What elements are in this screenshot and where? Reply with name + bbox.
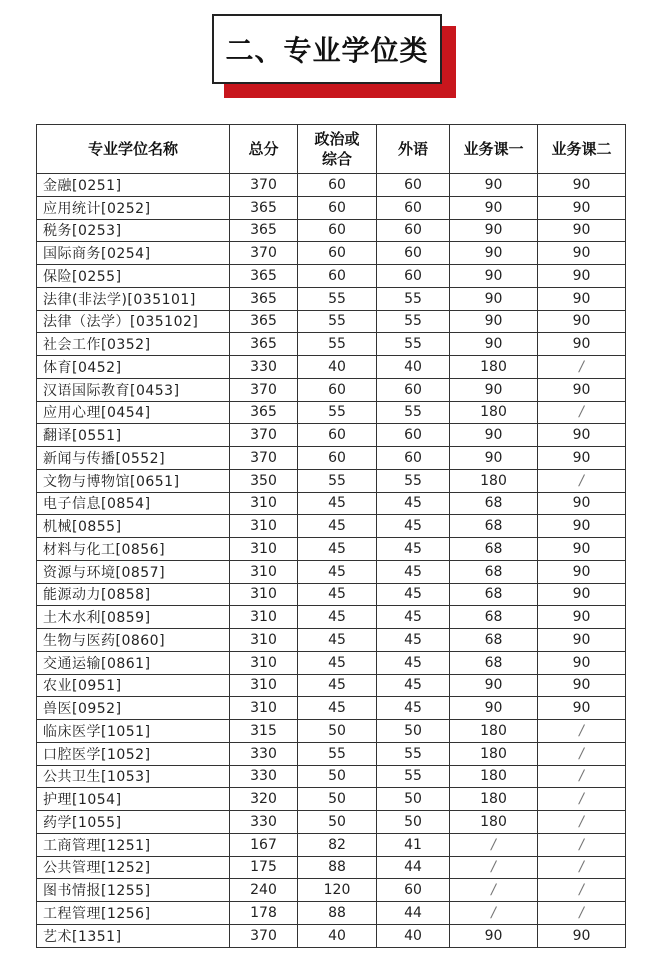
cell-politics: 40 [298,356,377,379]
cell-total: 365 [230,401,298,424]
cell-subject-1: 90 [450,287,538,310]
cell-subject-1: / [450,833,538,856]
cell-subject-1: / [450,856,538,879]
cell-subject-1: 180 [450,720,538,743]
table-row [37,174,626,197]
cell-subject-2: 90 [538,174,626,197]
cell-subject-2: 90 [538,492,626,515]
table-row [37,447,626,470]
cell-name: 机械[0855] [37,515,230,538]
cell-language: 50 [377,811,450,834]
cell-subject-1: 68 [450,651,538,674]
cell-subject-1: 90 [450,697,538,720]
cell-name: 土木水利[0859] [37,606,230,629]
cell-subject-1: 90 [450,333,538,356]
cell-total: 365 [230,196,298,219]
title-block [212,14,456,100]
table-row [37,902,626,925]
table-row [37,424,626,447]
cell-language: 45 [377,651,450,674]
table-row [37,811,626,834]
cell-subject-2: 90 [538,924,626,947]
cell-language: 45 [377,606,450,629]
cell-politics: 60 [298,174,377,197]
header-politics: 政治或 综合 [298,125,377,174]
cell-language: 45 [377,515,450,538]
cell-subject-1: 90 [450,424,538,447]
cell-politics: 60 [298,447,377,470]
cell-language: 55 [377,333,450,356]
cell-politics: 120 [298,879,377,902]
cell-name: 工程管理[1256] [37,902,230,925]
header-total: 总分 [230,125,298,174]
cell-subject-2: / [538,879,626,902]
cell-politics: 88 [298,856,377,879]
cell-name: 临床医学[1051] [37,720,230,743]
cell-name: 文物与博物馆[0651] [37,469,230,492]
cell-politics: 55 [298,742,377,765]
cell-language: 40 [377,356,450,379]
cell-subject-1: 68 [450,583,538,606]
cell-subject-1: 90 [450,174,538,197]
cell-total: 365 [230,265,298,288]
cell-subject-2: 90 [538,287,626,310]
cell-subject-1: 90 [450,447,538,470]
cell-subject-1: 90 [450,674,538,697]
table-row [37,492,626,515]
cell-language: 50 [377,720,450,743]
cell-total: 365 [230,310,298,333]
cell-subject-2: 90 [538,606,626,629]
cell-subject-1: / [450,902,538,925]
cell-total: 370 [230,447,298,470]
cell-language: 60 [377,265,450,288]
cell-total: 310 [230,606,298,629]
cell-name: 能源动力[0858] [37,583,230,606]
cell-politics: 88 [298,902,377,925]
table-row [37,606,626,629]
cell-name: 保险[0255] [37,265,230,288]
cell-subject-2: 90 [538,196,626,219]
header-subject-2: 业务课二 [538,125,626,174]
cell-subject-1: 90 [450,242,538,265]
cell-subject-1: 90 [450,265,538,288]
cell-total: 310 [230,674,298,697]
cell-language: 44 [377,902,450,925]
cell-total: 178 [230,902,298,925]
cell-name: 交通运输[0861] [37,651,230,674]
cell-politics: 45 [298,674,377,697]
table-row [37,469,626,492]
cell-total: 330 [230,356,298,379]
cell-name: 金融[0251] [37,174,230,197]
cell-total: 370 [230,424,298,447]
cell-name: 图书情报[1255] [37,879,230,902]
cell-name: 应用心理[0454] [37,401,230,424]
cell-language: 55 [377,469,450,492]
cell-subject-2: / [538,856,626,879]
cell-subject-1: 180 [450,811,538,834]
cell-politics: 55 [298,401,377,424]
cell-total: 175 [230,856,298,879]
cell-name: 国际商务[0254] [37,242,230,265]
cell-language: 60 [377,219,450,242]
cell-language: 45 [377,697,450,720]
cell-politics: 45 [298,651,377,674]
header-name: 专业学位名称 [37,125,230,174]
cell-politics: 45 [298,492,377,515]
cell-subject-1: 180 [450,356,538,379]
table-row [37,674,626,697]
cell-subject-1: 68 [450,560,538,583]
cell-name: 农业[0951] [37,674,230,697]
table-row [37,287,626,310]
cell-politics: 50 [298,720,377,743]
cell-subject-2: / [538,788,626,811]
cell-total: 240 [230,879,298,902]
cell-name: 汉语国际教育[0453] [37,378,230,401]
header-row [37,125,626,174]
table-row [37,560,626,583]
cell-subject-2: 90 [538,583,626,606]
cell-total: 167 [230,833,298,856]
cell-subject-2: 90 [538,674,626,697]
table-row [37,856,626,879]
cell-name: 材料与化工[0856] [37,538,230,561]
cell-name: 公共管理[1252] [37,856,230,879]
cell-total: 310 [230,515,298,538]
cell-politics: 55 [298,333,377,356]
cell-language: 45 [377,538,450,561]
score-table-container [36,124,625,948]
cell-total: 310 [230,538,298,561]
table-row [37,879,626,902]
cell-language: 60 [377,196,450,219]
table-row [37,720,626,743]
cell-politics: 40 [298,924,377,947]
cell-subject-2: 90 [538,378,626,401]
cell-language: 41 [377,833,450,856]
cell-subject-1: 90 [450,196,538,219]
cell-total: 330 [230,742,298,765]
cell-subject-2: / [538,356,626,379]
cell-politics: 45 [298,583,377,606]
cell-name: 护理[1054] [37,788,230,811]
cell-language: 60 [377,174,450,197]
cell-language: 50 [377,788,450,811]
cell-total: 350 [230,469,298,492]
cell-politics: 60 [298,242,377,265]
cell-subject-2: / [538,469,626,492]
table-row [37,242,626,265]
cell-subject-2: 90 [538,219,626,242]
table-row [37,333,626,356]
cell-subject-2: 90 [538,447,626,470]
cell-subject-1: 68 [450,606,538,629]
cell-name: 艺术[1351] [37,924,230,947]
cell-subject-2: 90 [538,629,626,652]
cell-language: 55 [377,765,450,788]
cell-politics: 55 [298,287,377,310]
cell-name: 工商管理[1251] [37,833,230,856]
cell-name: 翻译[0551] [37,424,230,447]
table-row [37,788,626,811]
cell-language: 60 [377,242,450,265]
cell-subject-1: 90 [450,310,538,333]
cell-language: 55 [377,287,450,310]
cell-name: 公共卫生[1053] [37,765,230,788]
score-table [36,124,626,948]
cell-name: 电子信息[0854] [37,492,230,515]
cell-total: 365 [230,333,298,356]
table-row [37,765,626,788]
cell-subject-2: 90 [538,560,626,583]
cell-language: 60 [377,447,450,470]
cell-subject-2: 90 [538,651,626,674]
cell-subject-1: 90 [450,924,538,947]
table-row [37,583,626,606]
cell-politics: 50 [298,765,377,788]
table-row [37,401,626,424]
cell-name: 应用统计[0252] [37,196,230,219]
cell-subject-2: 90 [538,310,626,333]
table-row [37,629,626,652]
cell-name: 社会工作[0352] [37,333,230,356]
cell-language: 55 [377,310,450,333]
cell-language: 60 [377,424,450,447]
cell-name: 税务[0253] [37,219,230,242]
cell-language: 45 [377,560,450,583]
cell-total: 310 [230,651,298,674]
table-row [37,697,626,720]
cell-politics: 45 [298,560,377,583]
cell-politics: 45 [298,515,377,538]
cell-language: 45 [377,492,450,515]
cell-politics: 60 [298,424,377,447]
cell-name: 法律(非法学)[035101] [37,287,230,310]
cell-language: 60 [377,879,450,902]
cell-total: 330 [230,765,298,788]
cell-subject-2: / [538,765,626,788]
cell-total: 370 [230,378,298,401]
cell-total: 370 [230,924,298,947]
table-row [37,310,626,333]
cell-subject-1: 68 [450,538,538,561]
table-row [37,219,626,242]
cell-subject-2: 90 [538,538,626,561]
cell-total: 310 [230,492,298,515]
cell-subject-1: 90 [450,219,538,242]
cell-total: 310 [230,697,298,720]
cell-politics: 45 [298,606,377,629]
cell-subject-1: 180 [450,401,538,424]
cell-subject-1: 68 [450,515,538,538]
cell-politics: 45 [298,538,377,561]
cell-subject-1: 180 [450,765,538,788]
cell-total: 320 [230,788,298,811]
cell-subject-2: 90 [538,697,626,720]
cell-language: 60 [377,378,450,401]
cell-politics: 45 [298,697,377,720]
cell-name: 药学[1055] [37,811,230,834]
cell-politics: 55 [298,310,377,333]
cell-subject-1: / [450,879,538,902]
cell-name: 法律（法学）[035102] [37,310,230,333]
cell-politics: 60 [298,219,377,242]
cell-politics: 45 [298,629,377,652]
header-language: 外语 [377,125,450,174]
cell-politics: 55 [298,469,377,492]
cell-language: 45 [377,674,450,697]
cell-subject-2: / [538,720,626,743]
cell-subject-1: 180 [450,469,538,492]
page-title: 二、专业学位类 [212,14,442,84]
cell-subject-2: 90 [538,242,626,265]
cell-politics: 60 [298,196,377,219]
table-row [37,515,626,538]
table-row [37,356,626,379]
cell-name: 新闻与传播[0552] [37,447,230,470]
cell-subject-2: 90 [538,424,626,447]
cell-language: 55 [377,742,450,765]
cell-total: 310 [230,560,298,583]
table-row [37,538,626,561]
cell-name: 体育[0452] [37,356,230,379]
cell-total: 370 [230,174,298,197]
cell-total: 310 [230,629,298,652]
cell-subject-1: 68 [450,492,538,515]
cell-language: 40 [377,924,450,947]
cell-subject-2: / [538,742,626,765]
cell-politics: 60 [298,378,377,401]
table-row [37,651,626,674]
cell-subject-2: / [538,902,626,925]
cell-language: 45 [377,629,450,652]
cell-total: 315 [230,720,298,743]
table-row [37,196,626,219]
table-row [37,378,626,401]
cell-subject-2: / [538,811,626,834]
cell-total: 365 [230,219,298,242]
cell-subject-1: 180 [450,742,538,765]
cell-language: 44 [377,856,450,879]
table-row [37,265,626,288]
cell-subject-2: / [538,401,626,424]
cell-subject-1: 180 [450,788,538,811]
cell-subject-1: 68 [450,629,538,652]
cell-politics: 82 [298,833,377,856]
cell-subject-1: 90 [450,378,538,401]
cell-language: 55 [377,401,450,424]
cell-total: 365 [230,287,298,310]
table-row [37,924,626,947]
cell-subject-2: 90 [538,515,626,538]
table-row [37,742,626,765]
cell-total: 330 [230,811,298,834]
cell-politics: 50 [298,811,377,834]
cell-subject-2: 90 [538,265,626,288]
cell-politics: 50 [298,788,377,811]
cell-language: 45 [377,583,450,606]
cell-name: 资源与环境[0857] [37,560,230,583]
cell-name: 兽医[0952] [37,697,230,720]
cell-subject-2: 90 [538,333,626,356]
cell-total: 370 [230,242,298,265]
cell-name: 生物与医药[0860] [37,629,230,652]
cell-name: 口腔医学[1052] [37,742,230,765]
cell-politics: 60 [298,265,377,288]
header-subject-1: 业务课一 [450,125,538,174]
cell-total: 310 [230,583,298,606]
table-row [37,833,626,856]
cell-subject-2: / [538,833,626,856]
